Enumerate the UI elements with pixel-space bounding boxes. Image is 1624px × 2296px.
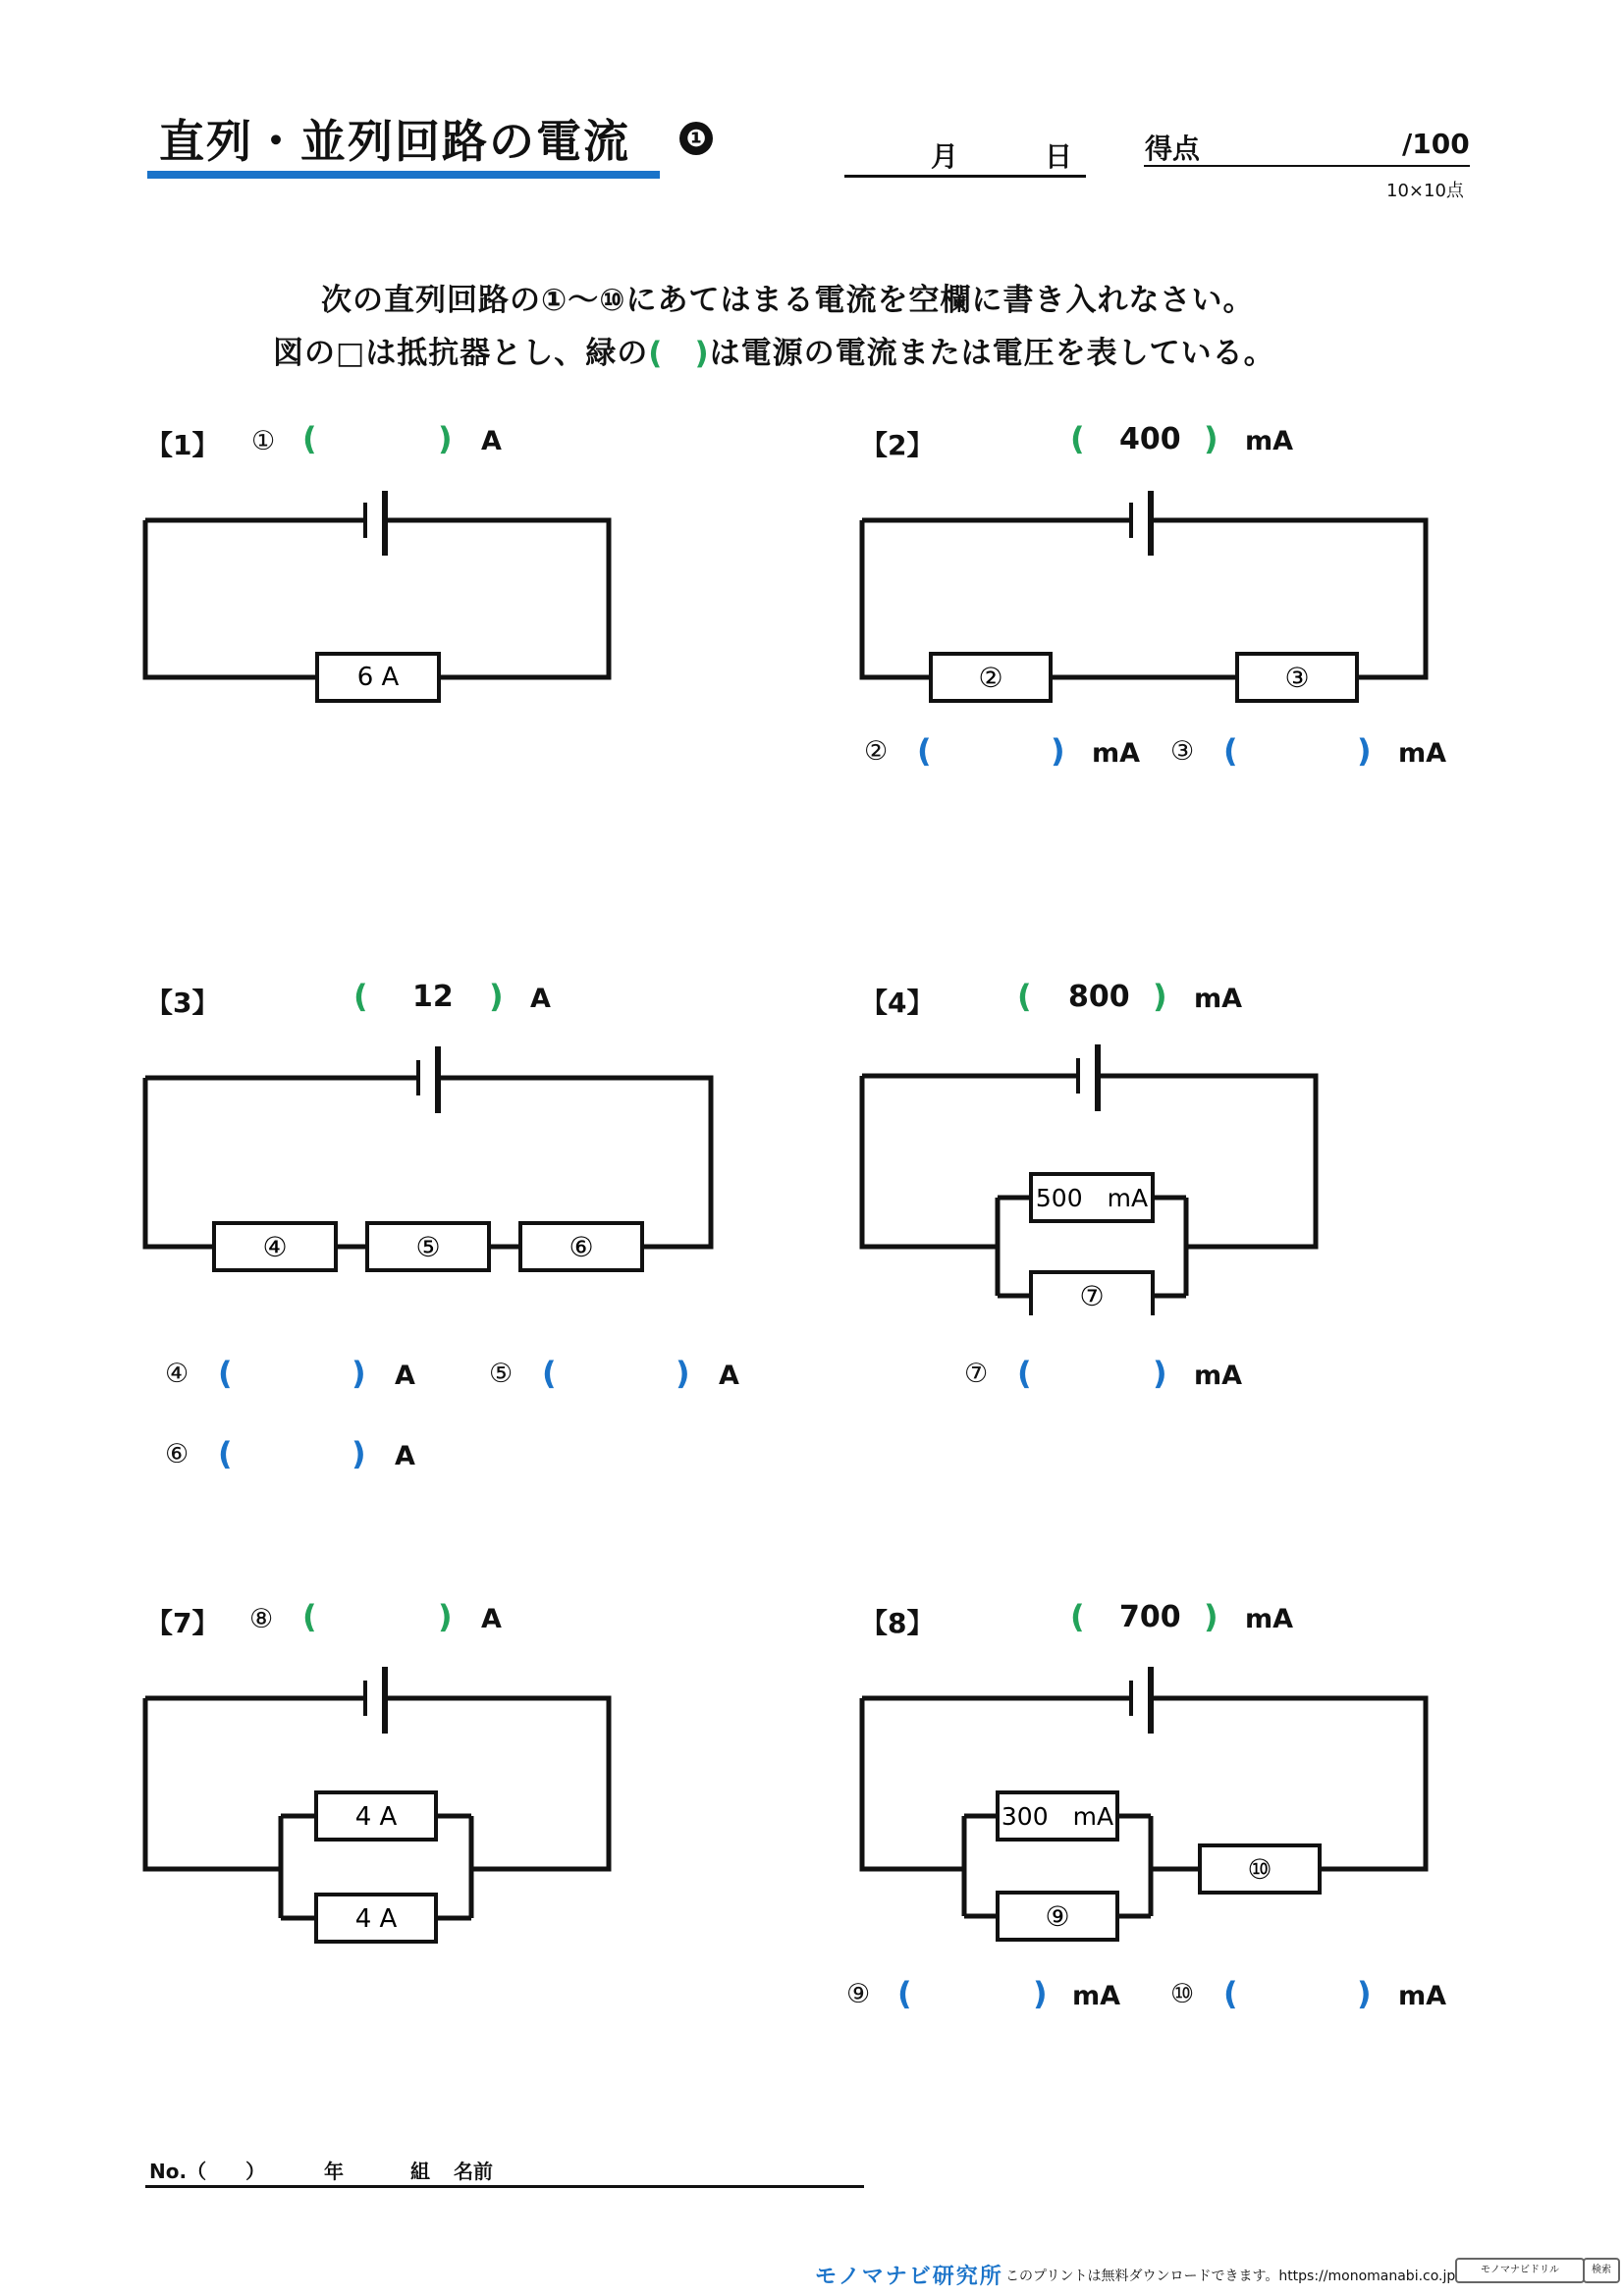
answer-3-unit: mA [1398,738,1447,769]
circuit-7 [137,1659,619,1953]
date-line [844,175,1086,178]
answer-2-close-paren: ) [1051,732,1065,770]
answer-7-unit: mA [1194,1361,1243,1391]
problem-1-close-paren: ) [438,420,453,457]
resistor-2b-label: ③ [1284,662,1310,694]
sheet-number-badge: ❶ [679,122,713,155]
answer-9-open-paren[interactable]: ( [897,1975,912,2012]
problem-2-label: 【2】 [860,429,935,461]
resistor-3a-label: ④ [262,1231,288,1263]
problem-1-unit: A [481,426,502,456]
circuit-8 [854,1659,1434,1953]
search-button[interactable]: 検索 [1583,2258,1620,2283]
circuit-2 [854,491,1434,717]
circuit-1 [137,491,619,717]
download-notice: このプリントは無料ダウンロードできます。https://monomanabi.co.jp [1005,2269,1456,2284]
answer-2-number: ② [864,736,889,767]
answer-6-open-paren[interactable]: ( [218,1435,233,1472]
resistor-4b-label: ⑦ [1079,1280,1105,1312]
score-total: /100 [1402,128,1470,160]
year-label: 年 [324,2160,344,2183]
problem-2-open-paren: ( [1070,420,1085,457]
wire-1-left [145,520,317,677]
answer-5-number: ⑤ [489,1359,514,1389]
problem-8-label: 【8】 [860,1607,935,1639]
problem-4-source-value: 800 [1068,980,1130,1014]
score-label: 得点 [1145,133,1201,165]
answer-9-unit: mA [1072,1981,1121,2011]
instruction-line-2 [273,328,1275,372]
resistor-8c-label: ⑩ [1247,1853,1272,1886]
answer-2-unit: mA [1092,738,1141,769]
answer-4-number: ④ [165,1359,189,1389]
problem-2-unit: mA [1245,426,1294,456]
problem-4-close-paren: ) [1153,978,1167,1015]
answer-10-number: ⑩ [1170,1979,1195,2009]
problem-3-source-value: 12 [412,980,454,1014]
problem-4-unit: mA [1194,984,1243,1014]
answer-2-open-paren[interactable]: ( [917,732,932,770]
resistor-8a-label: 300 mA [1001,1802,1114,1831]
resistor-4a-label: 500 mA [1035,1184,1149,1212]
month-label: 月 [931,140,959,173]
answer-6-unit: A [395,1441,415,1471]
problem-3-close-paren: ) [489,978,504,1015]
problem-1-label: 【1】 [145,429,220,461]
answer-3-number: ③ [1170,736,1195,767]
score-line [1144,165,1470,167]
instruction-line-2-end: は電源の電流または電圧を表している。 [709,336,1275,371]
answer-6-number: ⑥ [165,1439,189,1469]
resistor-7b-label: 4 A [354,1904,398,1934]
problem-8-source-value: 700 [1119,1600,1181,1634]
problem-4-open-paren: ( [1017,978,1032,1015]
problem-8-close-paren: ) [1204,1598,1218,1635]
brand-logo: モノマナビ研究所 [815,2265,1003,2289]
page-title: 直列・並列回路の電流 [159,115,630,168]
score-note: 10×10点 [1386,181,1464,201]
problem-8-open-paren: ( [1070,1598,1085,1635]
answer-7-close-paren: ) [1153,1355,1167,1392]
problem-3-open-paren: ( [353,978,368,1015]
problem-1-open-paren: ( [302,420,317,457]
search-input[interactable]: モノマナビドリル [1455,2258,1585,2283]
circuit-4 [854,1041,1335,1315]
answer-3-open-paren[interactable]: ( [1223,732,1238,770]
title-underline [147,171,660,179]
resistor-1-label: 6 A [356,663,400,692]
problem-8-unit: mA [1245,1604,1294,1634]
problem-1-number: ① [251,426,276,456]
circuit-3 [137,1046,727,1282]
answer-7-number: ⑦ [964,1359,989,1389]
instruction-line-1: 次の直列回路の①〜⑩にあてはまる電流を空欄に書き入れなさい。 [321,283,1255,318]
problem-2-source-value: 400 [1119,422,1181,456]
problem-7-open-paren: ( [302,1598,317,1635]
problem-3-unit: A [530,984,551,1014]
problem-3-label: 【3】 [145,987,220,1019]
problem-2-close-paren: ) [1204,420,1218,457]
name-label: 名前 [454,2160,493,2183]
answer-10-unit: mA [1398,1981,1447,2011]
resistor-8b-label: ⑨ [1045,1900,1070,1933]
answer-4-unit: A [395,1361,415,1391]
problem-7-number: ⑧ [249,1604,274,1634]
class-label: 組 [410,2160,430,2183]
instruction-line-2-start: 図の□は抵抗器とし、緑の [273,336,649,371]
answer-10-close-paren: ) [1357,1975,1372,2012]
day-label: 日 [1045,140,1073,173]
answer-4-close-paren: ) [352,1355,366,1392]
answer-9-number: ⑨ [846,1979,871,2009]
resistor-3c-label: ⑥ [568,1231,594,1263]
answer-9-close-paren: ) [1033,1975,1048,2012]
answer-5-open-paren[interactable]: ( [542,1355,557,1392]
student-number-label: No.（ ） [149,2160,266,2183]
resistor-7a-label: 4 A [354,1802,398,1832]
resistor-2a-label: ② [978,662,1003,694]
answer-3-close-paren: ) [1357,732,1372,770]
answer-5-close-paren: ) [676,1355,690,1392]
answer-5-unit: A [719,1361,739,1391]
answer-7-open-paren[interactable]: ( [1017,1355,1032,1392]
name-line [145,2185,864,2188]
instruction-source-paren: ( ) [648,336,710,371]
problem-7-unit: A [481,1604,502,1634]
problem-7-label: 【7】 [145,1607,220,1639]
answer-6-close-paren: ) [352,1435,366,1472]
answer-10-open-paren[interactable]: ( [1223,1975,1238,2012]
problem-7-close-paren: ) [438,1598,453,1635]
answer-4-open-paren[interactable]: ( [218,1355,233,1392]
resistor-3b-label: ⑤ [415,1231,441,1263]
problem-4-label: 【4】 [860,987,935,1019]
